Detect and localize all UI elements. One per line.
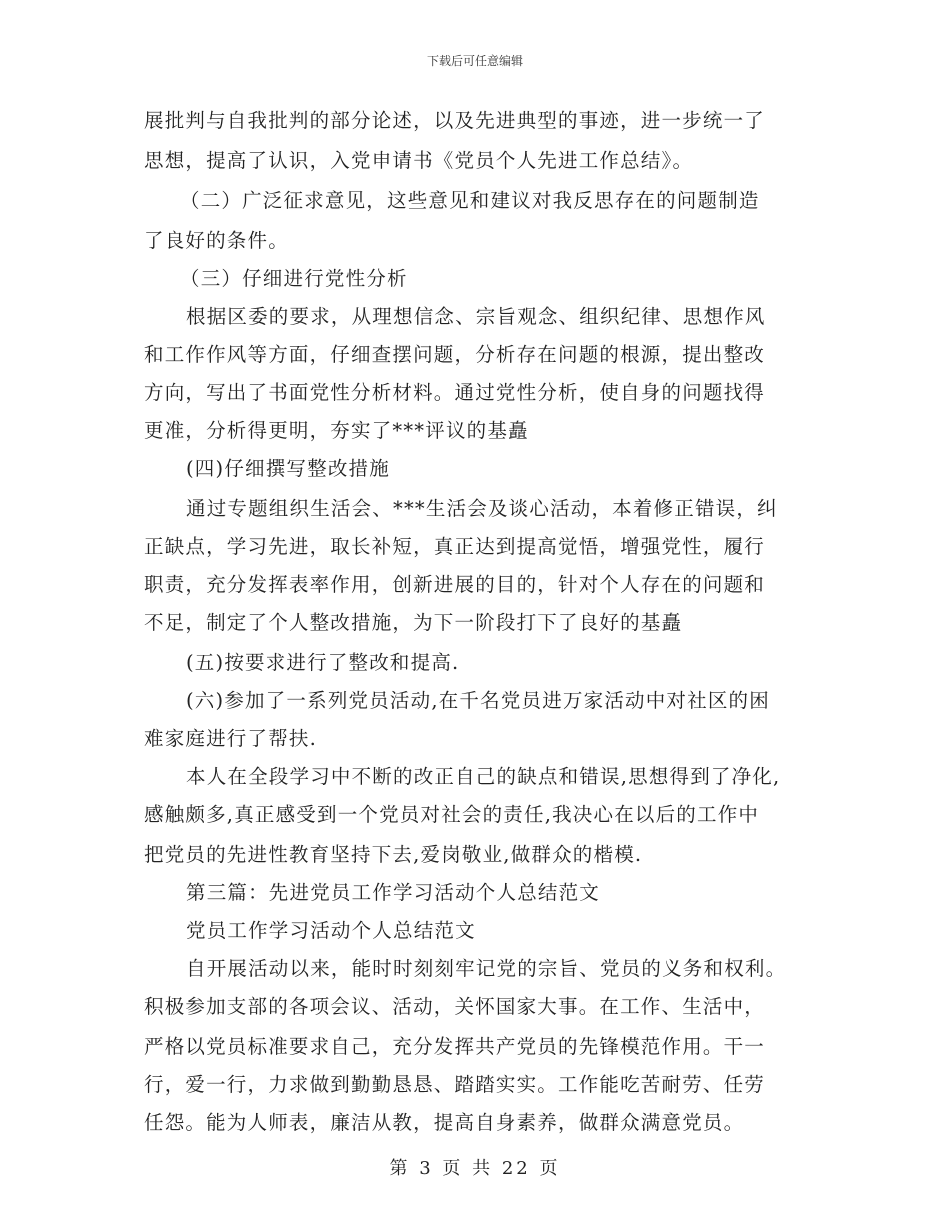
text-line: 严格以党员标准要求自己，充分发挥共产党员的先锋模范作用。干一	[144, 1035, 766, 1058]
chapter-heading: 第三篇：先进党员工作学习活动个人总结范文	[186, 881, 601, 904]
text-line: 更准，分析得更明，夯实了***评议的基矗	[144, 419, 529, 442]
section-heading: (四)仔细撰写整改措施	[186, 457, 390, 480]
text-line: 和工作作风等方面，仔细查摆问题，分析存在问题的根源，提出整改	[144, 343, 766, 366]
page-number: 第 3 页 共 22 页	[389, 1158, 561, 1179]
text-line: 了良好的条件。	[144, 229, 289, 252]
text-line: 展批判与自我批判的部分论述，以及先进典型的事迹，进一步统一了	[144, 109, 766, 132]
text-line: 任怨。能为人师表，廉洁从教，提高自身素养，做群众满意党员。	[144, 1111, 745, 1134]
text-line: 思想，提高了认识，入党申请书《党员个人先进工作总结》。	[144, 149, 694, 172]
text-line: 难家庭进行了帮扶.	[144, 727, 317, 750]
text-line: 根据区委的要求，从理想信念、宗旨观念、组织纪律、思想作风	[186, 305, 766, 328]
text-line: 自开展活动以来，能时时刻刻牢记党的宗旨、党员的义务和权利。	[186, 957, 787, 980]
text-line: 通过专题组织生活会、***生活会及谈心活动，本着修正错误，纠	[186, 497, 778, 520]
text-line: (六)参加了一系列党员活动,在千名党员进万家活动中对社区的困	[186, 689, 770, 712]
text-line: 感触颇多,真正感受到一个党员对社会的责任,我决心在以后的工作中	[144, 803, 760, 826]
text-line: 把党员的先进性教育坚持下去,爱岗敬业,做群众的楷模.	[144, 843, 643, 866]
section-heading: （三）仔细进行党性分析	[180, 267, 408, 290]
page-header: 下载后可任意编辑	[426, 54, 523, 68]
text-line: (五)按要求进行了整改和提高.	[186, 651, 460, 674]
text-line: 本人在全段学习中不断的改正自己的缺点和错误,思想得到了净化,	[186, 765, 781, 788]
text-line: 方向，写出了书面党性分析材料。通过党性分析，使自身的问题找得	[144, 381, 766, 404]
chapter-subheading: 党员工作学习活动个人总结范文	[186, 919, 476, 942]
text-line: 不足，制定了个人整改措施，为下一阶段打下了良好的基矗	[144, 611, 683, 634]
text-line: 积极参加支部的各项会议、活动，关怀国家大事。在工作、生活中，	[144, 995, 766, 1018]
text-line: 职责，充分发挥表率作用，创新进展的目的，针对个人存在的问题和	[144, 573, 766, 596]
text-line: （二）广泛征求意见，这些意见和建议对我反思存在的问题制造	[180, 189, 760, 212]
text-line: 正缺点，学习先进，取长补短，真正达到提高觉悟，增强党性，履行	[144, 535, 766, 558]
text-line: 行，爱一行，力求做到勤勤恳恳、踏踏实实。工作能吃苦耐劳、任劳	[144, 1073, 766, 1096]
